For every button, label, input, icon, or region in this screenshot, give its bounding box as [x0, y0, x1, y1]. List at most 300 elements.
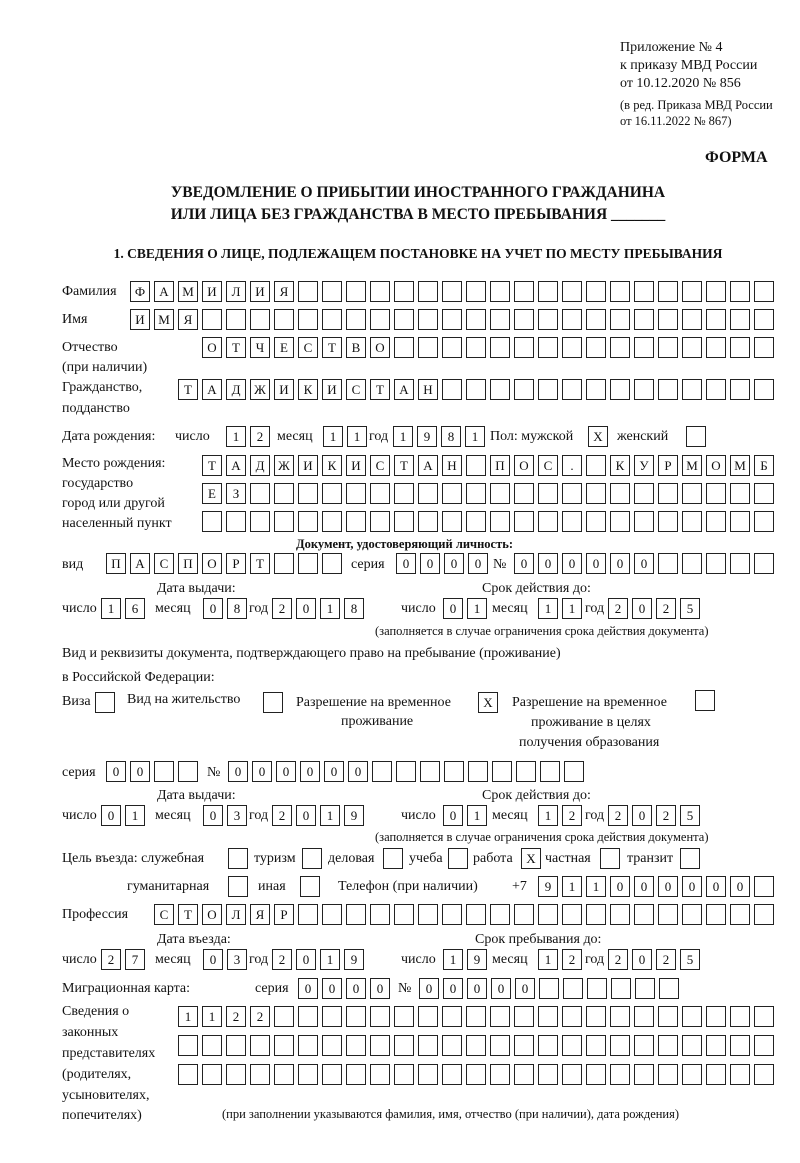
char-cell[interactable] — [298, 309, 318, 330]
char-cell[interactable] — [586, 904, 606, 925]
char-cell[interactable]: 9 — [344, 805, 364, 826]
char-cell[interactable] — [420, 761, 440, 782]
char-cell[interactable]: 2 — [250, 1006, 270, 1027]
char-cell[interactable] — [586, 1035, 606, 1056]
char-cell[interactable]: 0 — [634, 553, 654, 574]
char-cell[interactable]: А — [202, 379, 222, 400]
char-cell[interactable] — [562, 1064, 582, 1085]
char-cell[interactable] — [466, 1035, 486, 1056]
char-cell[interactable] — [634, 483, 654, 504]
char-cell[interactable]: 8 — [344, 598, 364, 619]
char-cell[interactable] — [634, 281, 654, 302]
char-cell[interactable] — [586, 281, 606, 302]
char-cell[interactable] — [394, 337, 414, 358]
char-cell[interactable] — [322, 1035, 342, 1056]
char-cell[interactable] — [706, 511, 726, 532]
char-cell[interactable]: 1 — [538, 949, 558, 970]
char-cell[interactable]: П — [178, 553, 198, 574]
char-cell[interactable] — [396, 761, 416, 782]
char-cell[interactable]: 9 — [344, 949, 364, 970]
char-cell[interactable] — [538, 379, 558, 400]
purpose-transit-checkbox[interactable] — [680, 848, 700, 869]
char-cell[interactable] — [610, 904, 630, 925]
char-cell[interactable]: 1 — [443, 949, 463, 970]
char-cell[interactable] — [538, 337, 558, 358]
char-cell[interactable] — [468, 761, 488, 782]
char-cell[interactable] — [322, 1064, 342, 1085]
char-cell[interactable] — [610, 379, 630, 400]
char-cell[interactable]: 2 — [272, 949, 292, 970]
char-cell[interactable] — [730, 337, 750, 358]
char-cell[interactable]: 0 — [101, 805, 121, 826]
char-cell[interactable]: О — [202, 904, 222, 925]
char-cell[interactable] — [754, 1035, 774, 1056]
char-cell[interactable]: Т — [202, 455, 222, 476]
char-cell[interactable] — [562, 511, 582, 532]
char-cell[interactable]: 0 — [444, 553, 464, 574]
char-cell[interactable] — [466, 455, 486, 476]
char-cell[interactable] — [490, 379, 510, 400]
reps-field-2[interactable] — [178, 1035, 774, 1056]
char-cell[interactable] — [418, 904, 438, 925]
char-cell[interactable]: 1 — [538, 805, 558, 826]
char-cell[interactable]: 1 — [226, 426, 246, 447]
char-cell[interactable]: 0 — [443, 978, 463, 999]
char-cell[interactable] — [466, 337, 486, 358]
char-cell[interactable] — [682, 379, 702, 400]
char-cell[interactable]: 0 — [514, 553, 534, 574]
char-cell[interactable] — [754, 876, 774, 897]
char-cell[interactable]: 1 — [586, 876, 606, 897]
char-cell[interactable] — [394, 1064, 414, 1085]
char-cell[interactable] — [562, 337, 582, 358]
char-cell[interactable]: О — [202, 553, 222, 574]
char-cell[interactable] — [370, 1064, 390, 1085]
char-cell[interactable] — [682, 1006, 702, 1027]
char-cell[interactable] — [516, 761, 536, 782]
stay-until-month-field[interactable] — [538, 949, 582, 970]
migration-number-field[interactable] — [419, 978, 679, 999]
char-cell[interactable]: 0 — [658, 876, 678, 897]
sex-male-checkbox[interactable]: X — [588, 426, 608, 447]
char-cell[interactable] — [562, 483, 582, 504]
reps-field-3[interactable] — [178, 1064, 774, 1085]
char-cell[interactable]: С — [346, 379, 366, 400]
char-cell[interactable] — [754, 904, 774, 925]
char-cell[interactable]: 0 — [296, 805, 316, 826]
char-cell[interactable]: 1 — [562, 876, 582, 897]
char-cell[interactable] — [682, 281, 702, 302]
char-cell[interactable] — [394, 904, 414, 925]
char-cell[interactable] — [490, 483, 510, 504]
char-cell[interactable]: 0 — [443, 805, 463, 826]
id-kind-field[interactable] — [106, 553, 342, 574]
surname-field[interactable] — [130, 281, 774, 302]
char-cell[interactable] — [370, 281, 390, 302]
char-cell[interactable]: 8 — [441, 426, 461, 447]
char-cell[interactable] — [562, 1035, 582, 1056]
char-cell[interactable] — [442, 1006, 462, 1027]
char-cell[interactable]: 1 — [347, 426, 367, 447]
char-cell[interactable] — [514, 379, 534, 400]
char-cell[interactable]: 2 — [101, 949, 121, 970]
char-cell[interactable] — [658, 904, 678, 925]
char-cell[interactable]: 1 — [320, 805, 340, 826]
char-cell[interactable] — [682, 1064, 702, 1085]
profession-field[interactable] — [154, 904, 774, 925]
char-cell[interactable]: Т — [226, 337, 246, 358]
char-cell[interactable] — [394, 483, 414, 504]
char-cell[interactable]: 7 — [125, 949, 145, 970]
char-cell[interactable]: А — [130, 553, 150, 574]
char-cell[interactable]: . — [562, 455, 582, 476]
char-cell[interactable]: 2 — [272, 805, 292, 826]
char-cell[interactable]: Ч — [250, 337, 270, 358]
char-cell[interactable] — [466, 281, 486, 302]
char-cell[interactable] — [682, 1035, 702, 1056]
char-cell[interactable] — [610, 511, 630, 532]
char-cell[interactable] — [346, 1006, 366, 1027]
char-cell[interactable] — [202, 1064, 222, 1085]
char-cell[interactable] — [394, 309, 414, 330]
char-cell[interactable]: 0 — [228, 761, 248, 782]
char-cell[interactable]: И — [274, 379, 294, 400]
phone-field[interactable] — [538, 876, 774, 897]
char-cell[interactable]: А — [154, 281, 174, 302]
entry-day-field[interactable] — [101, 949, 145, 970]
char-cell[interactable] — [611, 978, 631, 999]
stay-valid-day-field[interactable] — [443, 805, 487, 826]
char-cell[interactable]: П — [490, 455, 510, 476]
char-cell[interactable] — [538, 904, 558, 925]
char-cell[interactable] — [322, 309, 342, 330]
char-cell[interactable]: 2 — [272, 598, 292, 619]
birth-month-field[interactable] — [323, 426, 367, 447]
char-cell[interactable] — [274, 1035, 294, 1056]
char-cell[interactable] — [226, 1064, 246, 1085]
char-cell[interactable] — [730, 281, 750, 302]
char-cell[interactable] — [635, 978, 655, 999]
char-cell[interactable] — [730, 511, 750, 532]
char-cell[interactable] — [370, 904, 390, 925]
char-cell[interactable] — [346, 483, 366, 504]
char-cell[interactable]: 2 — [226, 1006, 246, 1027]
char-cell[interactable] — [706, 309, 726, 330]
char-cell[interactable] — [492, 761, 512, 782]
char-cell[interactable] — [682, 511, 702, 532]
char-cell[interactable]: 2 — [656, 805, 676, 826]
char-cell[interactable] — [372, 761, 392, 782]
citizenship-field[interactable] — [178, 379, 774, 400]
char-cell[interactable] — [322, 511, 342, 532]
char-cell[interactable] — [466, 1064, 486, 1085]
char-cell[interactable] — [658, 337, 678, 358]
char-cell[interactable]: М — [682, 455, 702, 476]
char-cell[interactable]: 0 — [706, 876, 726, 897]
char-cell[interactable]: З — [226, 483, 246, 504]
char-cell[interactable]: 1 — [178, 1006, 198, 1027]
purpose-study-checkbox[interactable] — [448, 848, 468, 869]
char-cell[interactable]: 0 — [298, 978, 318, 999]
char-cell[interactable]: 0 — [467, 978, 487, 999]
char-cell[interactable] — [586, 455, 606, 476]
char-cell[interactable] — [490, 309, 510, 330]
birth-place-field-2[interactable] — [202, 483, 774, 504]
stay-number-field[interactable] — [228, 761, 584, 782]
char-cell[interactable] — [418, 1035, 438, 1056]
char-cell[interactable] — [274, 553, 294, 574]
char-cell[interactable] — [587, 978, 607, 999]
char-cell[interactable] — [586, 337, 606, 358]
char-cell[interactable] — [514, 483, 534, 504]
char-cell[interactable] — [298, 1006, 318, 1027]
char-cell[interactable] — [730, 1035, 750, 1056]
char-cell[interactable]: 3 — [227, 949, 247, 970]
char-cell[interactable] — [274, 1006, 294, 1027]
char-cell[interactable] — [250, 511, 270, 532]
char-cell[interactable]: И — [346, 455, 366, 476]
purpose-humanitarian-checkbox[interactable] — [228, 876, 248, 897]
char-cell[interactable] — [610, 281, 630, 302]
char-cell[interactable]: М — [178, 281, 198, 302]
char-cell[interactable]: Л — [226, 281, 246, 302]
char-cell[interactable] — [418, 281, 438, 302]
char-cell[interactable]: Р — [226, 553, 246, 574]
char-cell[interactable] — [682, 483, 702, 504]
char-cell[interactable]: 0 — [396, 553, 416, 574]
char-cell[interactable] — [298, 904, 318, 925]
char-cell[interactable] — [442, 904, 462, 925]
char-cell[interactable] — [706, 1064, 726, 1085]
char-cell[interactable] — [298, 553, 318, 574]
char-cell[interactable] — [539, 978, 559, 999]
char-cell[interactable] — [658, 379, 678, 400]
char-cell[interactable]: Д — [250, 455, 270, 476]
char-cell[interactable]: 9 — [417, 426, 437, 447]
char-cell[interactable] — [538, 281, 558, 302]
char-cell[interactable] — [538, 1006, 558, 1027]
char-cell[interactable] — [754, 1064, 774, 1085]
char-cell[interactable] — [370, 1006, 390, 1027]
id-valid-month-field[interactable] — [538, 598, 582, 619]
char-cell[interactable] — [586, 1064, 606, 1085]
char-cell[interactable]: 2 — [608, 805, 628, 826]
char-cell[interactable] — [202, 511, 222, 532]
sex-female-checkbox[interactable] — [686, 426, 706, 447]
char-cell[interactable] — [538, 1035, 558, 1056]
char-cell[interactable] — [634, 1006, 654, 1027]
char-cell[interactable] — [730, 1064, 750, 1085]
char-cell[interactable] — [586, 309, 606, 330]
char-cell[interactable]: 0 — [562, 553, 582, 574]
char-cell[interactable] — [730, 553, 750, 574]
char-cell[interactable]: 2 — [656, 598, 676, 619]
char-cell[interactable] — [274, 511, 294, 532]
char-cell[interactable] — [226, 1035, 246, 1056]
char-cell[interactable]: Т — [370, 379, 390, 400]
char-cell[interactable] — [634, 1064, 654, 1085]
stay-until-day-field[interactable] — [443, 949, 487, 970]
char-cell[interactable] — [538, 1064, 558, 1085]
birth-place-field-1[interactable] — [202, 455, 774, 476]
char-cell[interactable] — [322, 281, 342, 302]
char-cell[interactable] — [658, 1035, 678, 1056]
char-cell[interactable] — [562, 1006, 582, 1027]
char-cell[interactable]: 0 — [610, 876, 630, 897]
char-cell[interactable]: 0 — [203, 805, 223, 826]
char-cell[interactable] — [754, 553, 774, 574]
char-cell[interactable] — [514, 1035, 534, 1056]
char-cell[interactable] — [418, 309, 438, 330]
char-cell[interactable] — [682, 553, 702, 574]
char-cell[interactable] — [754, 483, 774, 504]
char-cell[interactable] — [562, 309, 582, 330]
char-cell[interactable] — [682, 309, 702, 330]
char-cell[interactable] — [514, 1006, 534, 1027]
char-cell[interactable]: П — [106, 553, 126, 574]
char-cell[interactable] — [562, 379, 582, 400]
char-cell[interactable] — [754, 309, 774, 330]
char-cell[interactable]: С — [154, 553, 174, 574]
char-cell[interactable] — [322, 483, 342, 504]
purpose-other-checkbox[interactable] — [300, 876, 320, 897]
char-cell[interactable]: Н — [442, 455, 462, 476]
char-cell[interactable]: 0 — [203, 949, 223, 970]
char-cell[interactable]: 2 — [608, 598, 628, 619]
char-cell[interactable] — [226, 511, 246, 532]
char-cell[interactable] — [538, 511, 558, 532]
stay-issue-day-field[interactable] — [101, 805, 145, 826]
char-cell[interactable]: 2 — [608, 949, 628, 970]
char-cell[interactable]: И — [298, 455, 318, 476]
char-cell[interactable]: К — [610, 455, 630, 476]
char-cell[interactable]: Е — [202, 483, 222, 504]
char-cell[interactable]: Ж — [250, 379, 270, 400]
char-cell[interactable] — [490, 337, 510, 358]
temp-residence-checkbox[interactable]: X — [478, 692, 498, 713]
char-cell[interactable] — [514, 1064, 534, 1085]
char-cell[interactable] — [730, 1006, 750, 1027]
char-cell[interactable] — [658, 483, 678, 504]
char-cell[interactable]: Я — [178, 309, 198, 330]
char-cell[interactable]: И — [130, 309, 150, 330]
char-cell[interactable]: 0 — [491, 978, 511, 999]
char-cell[interactable]: 0 — [419, 978, 439, 999]
char-cell[interactable]: 1 — [202, 1006, 222, 1027]
char-cell[interactable]: С — [298, 337, 318, 358]
char-cell[interactable]: Д — [226, 379, 246, 400]
char-cell[interactable] — [538, 483, 558, 504]
char-cell[interactable]: 9 — [538, 876, 558, 897]
birth-year-field[interactable] — [393, 426, 485, 447]
char-cell[interactable] — [658, 309, 678, 330]
char-cell[interactable] — [682, 337, 702, 358]
char-cell[interactable]: Я — [274, 281, 294, 302]
char-cell[interactable]: 0 — [346, 978, 366, 999]
char-cell[interactable] — [418, 511, 438, 532]
char-cell[interactable]: 1 — [323, 426, 343, 447]
char-cell[interactable] — [682, 904, 702, 925]
char-cell[interactable] — [634, 379, 654, 400]
char-cell[interactable]: Ж — [274, 455, 294, 476]
char-cell[interactable] — [466, 1006, 486, 1027]
id-valid-day-field[interactable] — [443, 598, 487, 619]
char-cell[interactable]: С — [370, 455, 390, 476]
char-cell[interactable] — [442, 309, 462, 330]
char-cell[interactable] — [706, 483, 726, 504]
char-cell[interactable] — [250, 309, 270, 330]
purpose-official-checkbox[interactable] — [228, 848, 248, 869]
char-cell[interactable] — [514, 337, 534, 358]
char-cell[interactable] — [586, 1006, 606, 1027]
char-cell[interactable]: Р — [658, 455, 678, 476]
char-cell[interactable] — [490, 511, 510, 532]
char-cell[interactable]: 0 — [468, 553, 488, 574]
char-cell[interactable]: 0 — [632, 949, 652, 970]
char-cell[interactable]: А — [394, 379, 414, 400]
char-cell[interactable] — [490, 1006, 510, 1027]
char-cell[interactable] — [730, 309, 750, 330]
char-cell[interactable] — [562, 904, 582, 925]
char-cell[interactable] — [226, 309, 246, 330]
char-cell[interactable] — [274, 483, 294, 504]
char-cell[interactable]: Е — [274, 337, 294, 358]
char-cell[interactable] — [322, 553, 342, 574]
char-cell[interactable] — [442, 281, 462, 302]
char-cell[interactable]: 5 — [680, 949, 700, 970]
char-cell[interactable] — [442, 1064, 462, 1085]
stay-until-year-field[interactable] — [608, 949, 700, 970]
char-cell[interactable] — [178, 761, 198, 782]
char-cell[interactable] — [442, 483, 462, 504]
char-cell[interactable] — [154, 761, 174, 782]
char-cell[interactable]: О — [706, 455, 726, 476]
id-series-field[interactable] — [396, 553, 488, 574]
char-cell[interactable] — [346, 1064, 366, 1085]
char-cell[interactable] — [730, 379, 750, 400]
char-cell[interactable] — [586, 379, 606, 400]
char-cell[interactable]: 1 — [538, 598, 558, 619]
char-cell[interactable] — [442, 511, 462, 532]
char-cell[interactable]: Б — [754, 455, 774, 476]
char-cell[interactable] — [346, 511, 366, 532]
char-cell[interactable]: 0 — [515, 978, 535, 999]
char-cell[interactable] — [754, 281, 774, 302]
char-cell[interactable] — [444, 761, 464, 782]
char-cell[interactable] — [466, 309, 486, 330]
char-cell[interactable] — [370, 309, 390, 330]
char-cell[interactable]: Т — [250, 553, 270, 574]
char-cell[interactable] — [466, 379, 486, 400]
char-cell[interactable] — [370, 483, 390, 504]
char-cell[interactable]: 2 — [656, 949, 676, 970]
char-cell[interactable]: 1 — [393, 426, 413, 447]
char-cell[interactable]: К — [298, 379, 318, 400]
char-cell[interactable]: 1 — [467, 805, 487, 826]
char-cell[interactable]: 1 — [320, 949, 340, 970]
char-cell[interactable]: 0 — [420, 553, 440, 574]
char-cell[interactable]: Т — [394, 455, 414, 476]
id-number-field[interactable] — [514, 553, 774, 574]
char-cell[interactable]: С — [538, 455, 558, 476]
char-cell[interactable] — [658, 553, 678, 574]
char-cell[interactable] — [754, 379, 774, 400]
char-cell[interactable]: 9 — [467, 949, 487, 970]
char-cell[interactable] — [610, 1064, 630, 1085]
char-cell[interactable] — [274, 309, 294, 330]
char-cell[interactable]: 1 — [125, 805, 145, 826]
char-cell[interactable]: Н — [418, 379, 438, 400]
